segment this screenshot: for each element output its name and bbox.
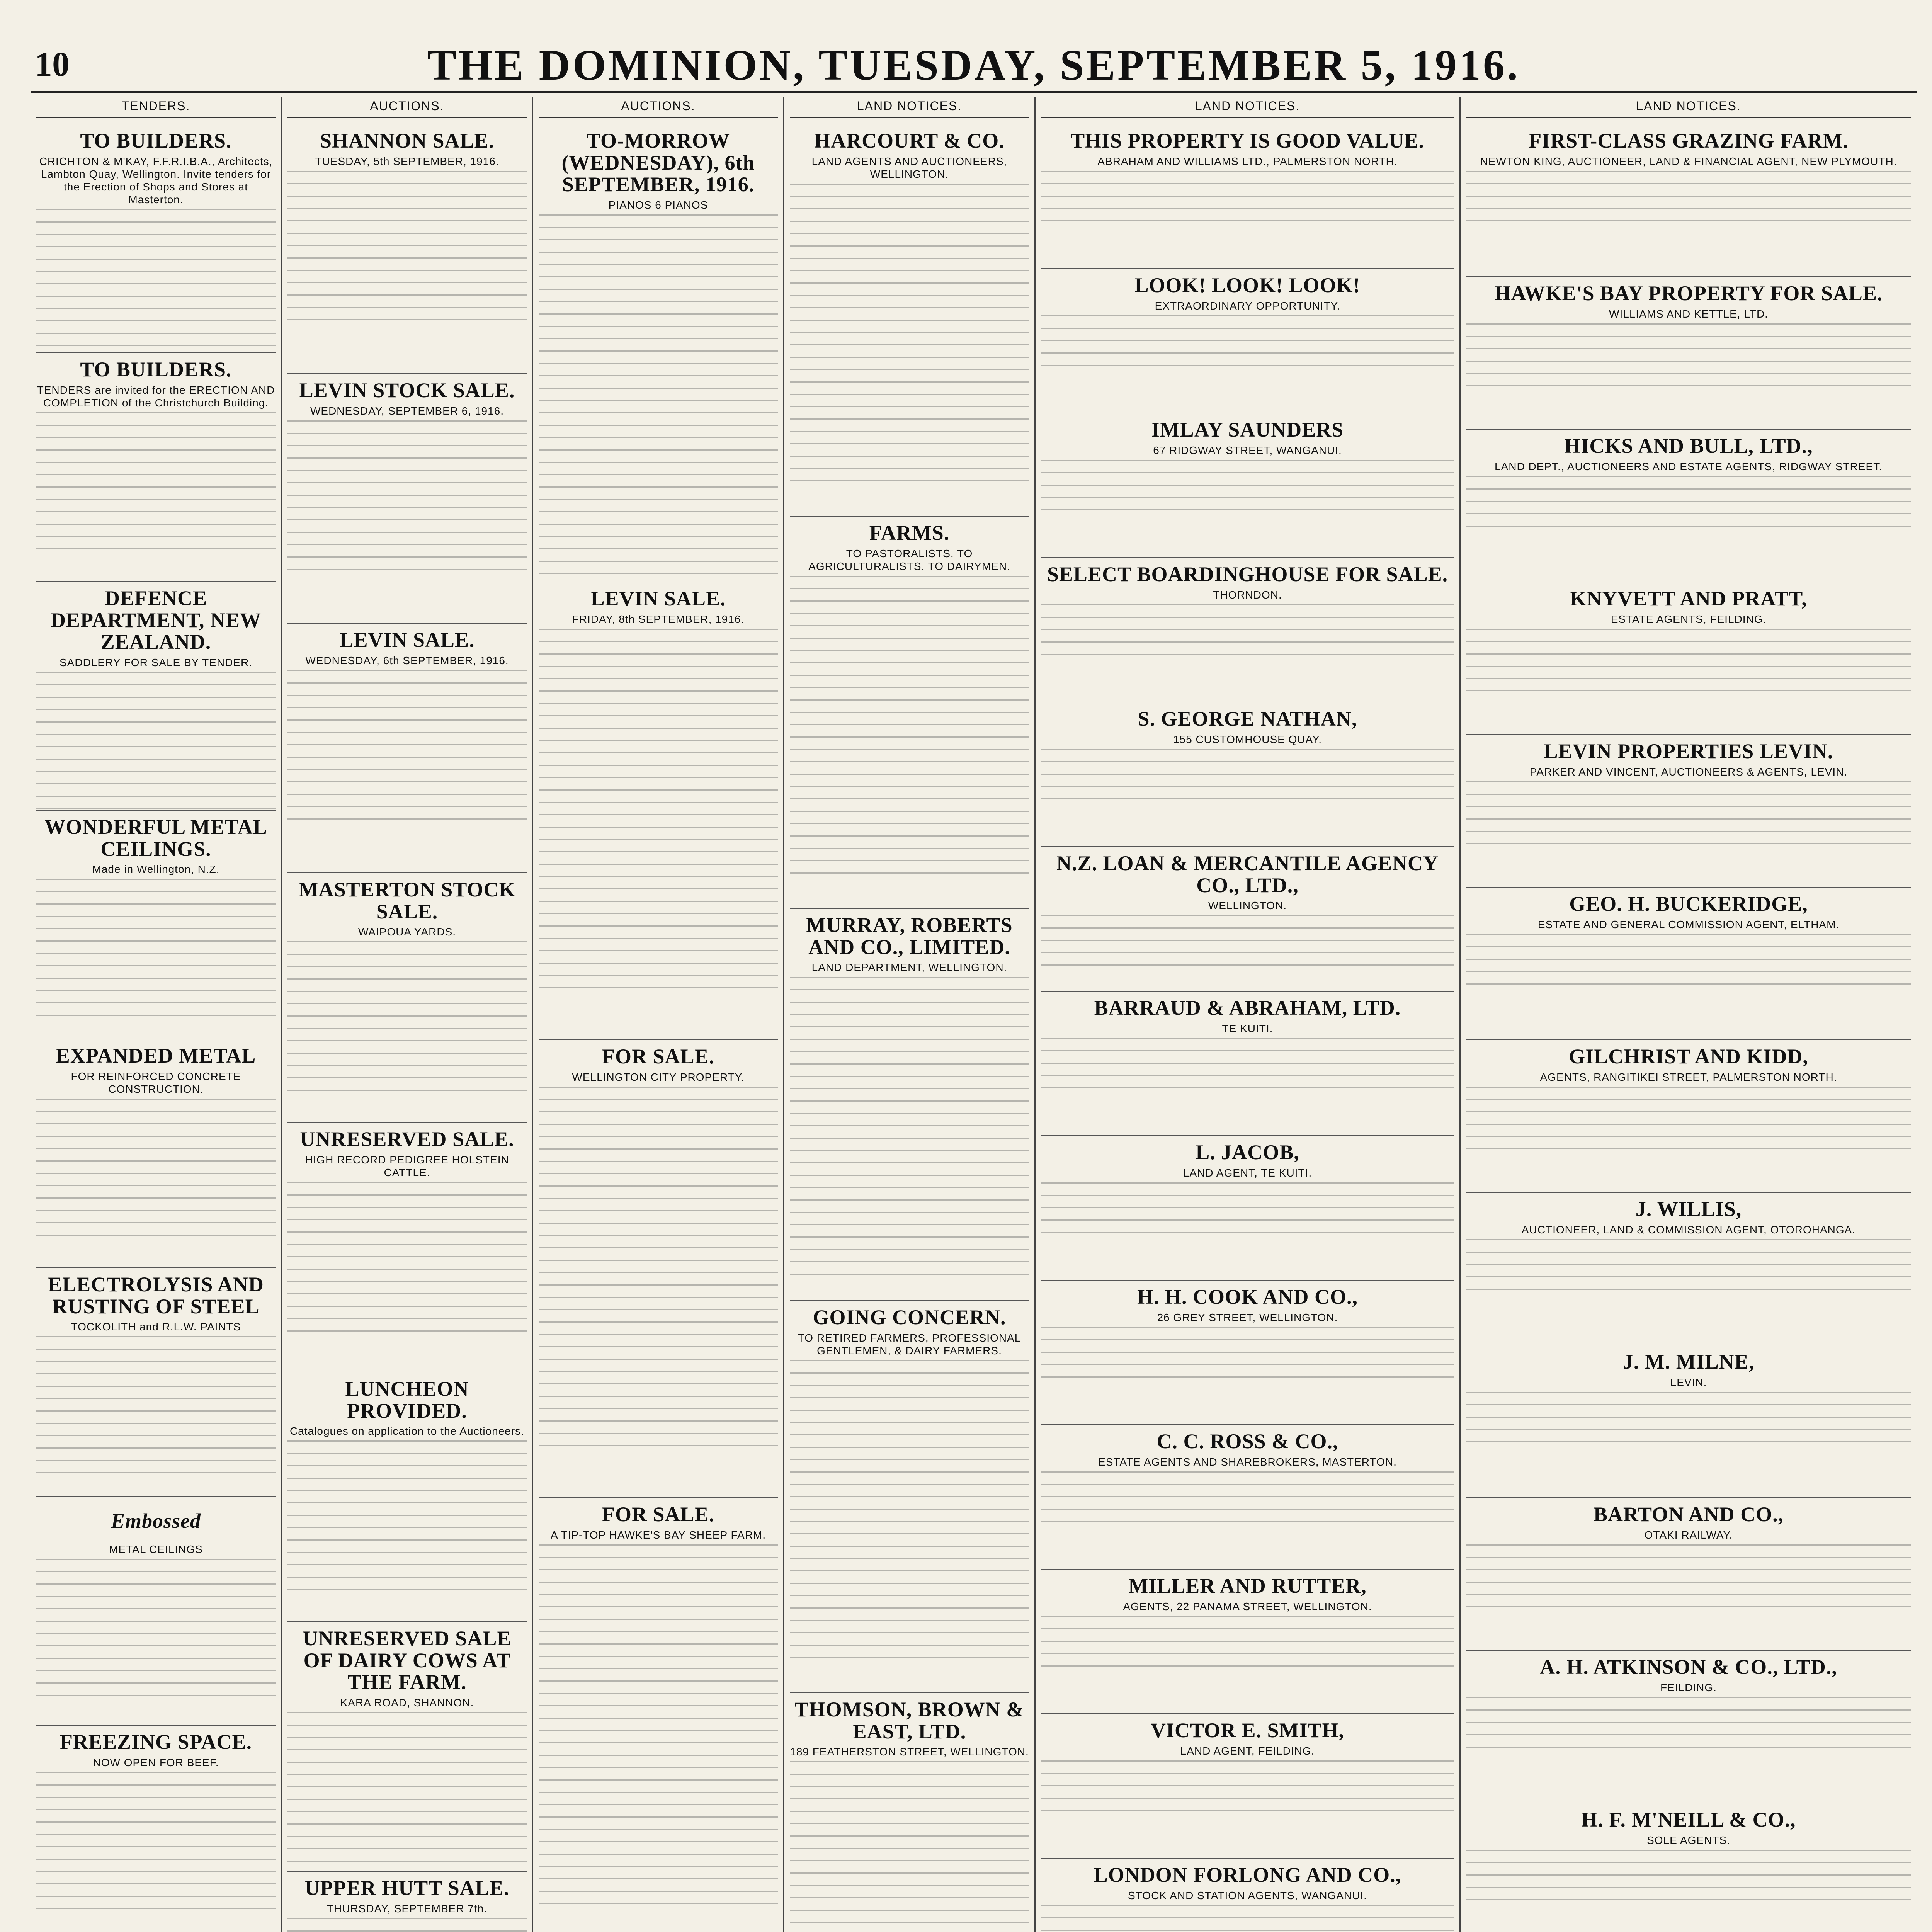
ad-body: LAND AGENTS AND AUCTIONEERS, WELLINGTON. xyxy=(811,155,1007,180)
page-number: 10 xyxy=(35,45,70,83)
ad-body-text-lines xyxy=(790,1360,1029,1662)
advertisement xyxy=(1041,847,1454,992)
advertisement xyxy=(1466,1345,1911,1498)
ad-headline: THIS PROPERTY IS GOOD VALUE. xyxy=(1071,129,1424,152)
ad-headline: MURRAY, ROBERTS AND CO., LIMITED. xyxy=(806,913,1013,959)
advertisement xyxy=(36,1726,276,1932)
ad-headline: LEVIN PROPERTIES LEVIN. xyxy=(1544,740,1833,763)
ad-body: SADDLERY FOR SALE BY TENDER. xyxy=(60,656,252,669)
ad-body-text-lines xyxy=(1041,1038,1454,1092)
ad-body-text-lines xyxy=(287,171,527,330)
ad-body-text-lines xyxy=(36,1772,276,1910)
ad-headline: BARTON AND CO., xyxy=(1593,1503,1784,1526)
ad-body: THORNDON. xyxy=(1213,588,1282,601)
ad-body-text-lines xyxy=(1466,476,1911,538)
ad-headline: J. M. MILNE, xyxy=(1622,1350,1755,1373)
advertisement xyxy=(1041,124,1454,269)
advertisement xyxy=(287,124,527,374)
ad-headline: SHANNON SALE. xyxy=(320,129,495,152)
ad-body: LAND AGENT, TE KUITI. xyxy=(1183,1167,1312,1179)
ad-body: ABRAHAM AND WILLIAMS LTD., PALMERSTON NORTH. xyxy=(1097,155,1398,167)
advertisement xyxy=(287,1372,527,1622)
ad-body-text-lines xyxy=(539,1544,778,1912)
ad-headline: H. F. M'NEILL & CO., xyxy=(1581,1808,1796,1831)
ad-body: CRICHTON & M'KAY, F.F.R.I.B.A., Architects, Lambton Quay, Wellington. Invite tenders for the Erection of Shops and Stores at Masterton. xyxy=(39,155,273,206)
ad-body: LAND AGENT, FEILDING. xyxy=(1180,1745,1315,1757)
advertisement xyxy=(1466,582,1911,735)
ad-headline: LUNCHEON PROVIDED. xyxy=(345,1377,469,1422)
ad-body: PIANOS 6 PIANOS xyxy=(608,199,708,211)
advertisement xyxy=(539,582,778,1040)
ad-body-text-lines xyxy=(1041,749,1454,803)
advertisement xyxy=(1041,1281,1454,1425)
advertisement xyxy=(1041,992,1454,1136)
ad-headline: BARRAUD & ABRAHAM, LTD. xyxy=(1094,996,1401,1019)
column-heading: LAND NOTICES. xyxy=(1041,97,1454,118)
ad-body-text-lines xyxy=(1466,781,1911,844)
advertisement xyxy=(287,1123,527,1372)
ad-body: ESTATE AGENTS, FEILDING. xyxy=(1611,613,1767,625)
advertisement xyxy=(1466,1498,1911,1651)
advertisement xyxy=(1466,1651,1911,1803)
advertisement xyxy=(1041,269,1454,413)
ad-body-text-lines xyxy=(36,1559,276,1697)
ad-headline: IMLAY SAUNDERS xyxy=(1151,418,1344,441)
ad-body: ESTATE AGENTS AND SHAREBROKERS, MASTERTON. xyxy=(1098,1456,1397,1468)
ad-headline: S. GEORGE NATHAN, xyxy=(1138,707,1357,730)
column-auctions-2 xyxy=(533,97,784,1932)
ad-body-text-lines xyxy=(539,214,778,582)
ad-body-text-lines xyxy=(36,672,276,810)
ad-body: LAND DEPT., AUCTIONEERS AND ESTATE AGENTS, RIDGWAY STREET. xyxy=(1495,460,1883,473)
column-auctions-1 xyxy=(282,97,533,1932)
ad-headline: EXPANDED METAL xyxy=(56,1044,256,1067)
advertisement xyxy=(1466,124,1911,277)
ad-body-text-lines xyxy=(1041,915,1454,969)
advertisement xyxy=(1041,1425,1454,1570)
ad-headline: Embossed xyxy=(111,1509,201,1532)
ad-body: AGENTS, RANGITIKEI STREET, PALMERSTON NORTH. xyxy=(1540,1071,1837,1083)
advertisement xyxy=(1466,888,1911,1040)
advertisement xyxy=(1466,1803,1911,1932)
ad-body: KARA ROAD, SHANNON. xyxy=(340,1697,474,1709)
ad-body-text-lines xyxy=(1466,629,1911,691)
ad-body-text-lines xyxy=(1466,1544,1911,1607)
advertisement xyxy=(1041,1859,1454,1932)
ad-body-text-lines xyxy=(1041,1616,1454,1670)
ad-headline: FARMS. xyxy=(869,521,950,544)
ad-body: WAIPOUA YARDS. xyxy=(358,926,456,938)
advertisement xyxy=(36,1497,276,1726)
ad-headline: TO BUILDERS. xyxy=(80,358,232,381)
advertisement xyxy=(36,1268,276,1497)
ad-headline: KNYVETT AND PRATT, xyxy=(1570,587,1807,610)
ad-body: NOW OPEN FOR BEEF. xyxy=(93,1756,219,1769)
ad-body-text-lines xyxy=(36,879,276,1017)
ad-body: TOCKOLITH and R.L.W. PAINTS xyxy=(71,1321,241,1333)
ad-body: 67 RIDGWAY STREET, WANGANUI. xyxy=(1153,444,1342,456)
ad-headline: GEO. H. BUCKERIDGE, xyxy=(1569,892,1808,915)
advertisement xyxy=(287,1872,527,1932)
ad-body-text-lines xyxy=(1041,1760,1454,1815)
ad-body-text-lines xyxy=(1041,171,1454,225)
ad-headline: HICKS AND BULL, LTD., xyxy=(1564,434,1813,457)
ad-body-text-lines xyxy=(1041,1327,1454,1381)
ad-body-text-lines xyxy=(36,412,276,551)
column-heading: AUCTIONS. xyxy=(287,97,527,118)
ad-body-text-lines xyxy=(287,1440,527,1600)
ad-body-text-lines xyxy=(287,420,527,580)
ad-body: WEDNESDAY, SEPTEMBER 6, 1916. xyxy=(310,405,504,417)
ad-headline: HAWKE'S BAY PROPERTY FOR SALE. xyxy=(1494,282,1883,305)
ad-body-text-lines xyxy=(1041,604,1454,658)
advertisement xyxy=(1041,1136,1454,1281)
ad-headline: FOR SALE. xyxy=(602,1045,715,1068)
ad-body: WEDNESDAY, 6th SEPTEMBER, 1916. xyxy=(305,654,509,667)
advertisement xyxy=(1041,702,1454,847)
advertisement xyxy=(790,1301,1029,1693)
ad-headline: ELECTROLYSIS AND RUSTING OF STEEL xyxy=(48,1273,264,1318)
column-heading: LAND NOTICES. xyxy=(790,97,1029,118)
advertisement xyxy=(1466,277,1911,430)
advertisement xyxy=(36,582,276,811)
ad-headline: WONDERFUL METAL CEILINGS. xyxy=(44,815,267,861)
advertisement xyxy=(36,124,276,353)
ad-body: AUCTIONEER, LAND & COMMISSION AGENT, OTOROHANGA. xyxy=(1521,1223,1856,1236)
advertisement xyxy=(1466,735,1911,888)
advertisement xyxy=(1041,1570,1454,1714)
advertisement xyxy=(790,1693,1029,1932)
column-tenders xyxy=(31,97,282,1932)
ad-headline: MASTERTON STOCK SALE. xyxy=(298,878,516,923)
ad-body-text-lines xyxy=(539,629,778,996)
ad-body-text-lines xyxy=(36,1336,276,1475)
ad-headline: MILLER AND RUTTER, xyxy=(1128,1574,1367,1597)
ad-body-text-lines xyxy=(1466,171,1911,233)
advertisement xyxy=(36,811,276,1039)
advertisement xyxy=(1041,413,1454,558)
ad-body: LAND DEPARTMENT, WELLINGTON. xyxy=(811,961,1007,974)
ad-headline: C. C. ROSS & CO., xyxy=(1156,1430,1338,1453)
ad-body-text-lines xyxy=(1466,1850,1911,1912)
ad-body: WELLINGTON. xyxy=(1208,900,1287,912)
ad-body-text-lines xyxy=(1041,1905,1454,1932)
ad-body: TENDERS are invited for the ERECTION AND COMPLETION of the Christchurch Building. xyxy=(37,384,275,409)
ad-body: WELLINGTON CITY PROPERTY. xyxy=(572,1071,745,1083)
ad-headline: SELECT BOARDINGHOUSE FOR SALE. xyxy=(1047,563,1448,586)
advertisement xyxy=(287,873,527,1123)
ad-body-text-lines xyxy=(287,941,527,1100)
ad-headline: DEFENCE DEPARTMENT, NEW ZEALAND. xyxy=(50,587,262,654)
column-land-notices-2 xyxy=(1036,97,1461,1932)
ad-body: TUESDAY, 5th SEPTEMBER, 1916. xyxy=(315,155,499,167)
masthead xyxy=(31,37,1917,93)
ad-body: STOCK AND STATION AGENTS, WANGANUI. xyxy=(1128,1889,1367,1901)
ad-body: WILLIAMS AND KETTLE, LTD. xyxy=(1609,308,1768,320)
advertisement xyxy=(539,124,778,582)
ad-headline: J. WILLIS, xyxy=(1635,1197,1742,1221)
ad-body: FEILDING. xyxy=(1660,1681,1717,1694)
ad-body-text-lines xyxy=(287,1918,527,1932)
ad-headline: LEVIN SALE. xyxy=(590,587,726,610)
ad-headline: VICTOR E. SMITH, xyxy=(1150,1719,1345,1742)
advertisement xyxy=(287,1622,527,1872)
ad-body-text-lines xyxy=(1041,1182,1454,1236)
newspaper-title: THE DOMINION, TUESDAY, SEPTEMBER 5, 1916. xyxy=(427,41,1520,89)
ad-body-text-lines xyxy=(539,1087,778,1454)
ad-headline: UNRESERVED SALE OF DAIRY COWS AT THE FARM. xyxy=(303,1627,512,1694)
ad-headline: TO-MORROW (WEDNESDAY), 6th SEPTEMBER, 1916. xyxy=(561,129,755,196)
ad-body: Catalogues on application to the Auctioneers. xyxy=(290,1425,524,1437)
column-heading: TENDERS. xyxy=(36,97,276,118)
ad-body-text-lines xyxy=(1041,315,1454,369)
ad-body-text-lines xyxy=(1041,1471,1454,1526)
ad-headline: LONDON FORLONG AND CO., xyxy=(1094,1863,1401,1886)
ad-body: LEVIN. xyxy=(1670,1376,1707,1388)
ad-body: FRIDAY, 8th SEPTEMBER, 1916. xyxy=(572,613,745,625)
ad-headline: UPPER HUTT SALE. xyxy=(304,1876,510,1900)
ad-headline: L. JACOB, xyxy=(1196,1141,1299,1164)
columns-container xyxy=(31,97,1917,1932)
ad-body-text-lines xyxy=(1466,1697,1911,1759)
ad-body: 155 CUSTOMHOUSE QUAY. xyxy=(1173,733,1322,745)
ad-body-text-lines xyxy=(790,1761,1029,1932)
ad-body: TO PASTORALISTS. TO AGRICULTURALISTS. TO DAIRYMEN. xyxy=(808,547,1010,572)
advertisement xyxy=(1466,1040,1911,1193)
ad-body-text-lines xyxy=(36,1099,276,1237)
advertisement xyxy=(1466,1193,1911,1345)
ad-body: TE KUITI. xyxy=(1222,1022,1273,1034)
ad-body: EXTRAORDINARY OPPORTUNITY. xyxy=(1155,299,1340,312)
ad-headline: FOR SALE. xyxy=(602,1503,715,1526)
ad-body: TO RETIRED FARMERS, PROFESSIONAL GENTLEMEN, & DAIRY FARMERS. xyxy=(798,1332,1021,1357)
ad-headline: LEVIN STOCK SALE. xyxy=(299,379,515,402)
ad-body: METAL CEILINGS xyxy=(109,1543,203,1555)
advertisement xyxy=(790,517,1029,909)
ad-body: A TIP-TOP HAWKE'S BAY SHEEP FARM. xyxy=(550,1529,766,1541)
ad-headline: FREEZING SPACE. xyxy=(60,1730,252,1753)
column-land-notices-1 xyxy=(784,97,1036,1932)
ad-body-text-lines xyxy=(1041,460,1454,514)
ad-body: AGENTS, 22 PANAMA STREET, WELLINGTON. xyxy=(1123,1600,1372,1612)
ad-headline: H. H. COOK AND CO., xyxy=(1137,1285,1358,1308)
ad-body-text-lines xyxy=(287,670,527,829)
ad-headline: THOMSON, BROWN & EAST, LTD. xyxy=(794,1698,1024,1743)
ad-body: 189 FEATHERSTON STREET, WELLINGTON. xyxy=(790,1746,1029,1758)
ad-headline: N.Z. LOAN & MERCANTILE AGENCY CO., LTD., xyxy=(1056,852,1439,897)
ad-body-text-lines xyxy=(1466,1392,1911,1454)
ad-body-text-lines xyxy=(1466,323,1911,386)
ad-headline: HARCOURT & CO. xyxy=(814,129,1005,152)
ad-body: THURSDAY, SEPTEMBER 7th. xyxy=(327,1902,488,1915)
ad-body-text-lines xyxy=(287,1182,527,1341)
ad-headline: LEVIN SALE. xyxy=(339,628,475,651)
ad-headline: GOING CONCERN. xyxy=(813,1306,1006,1329)
ad-body: HIGH RECORD PEDIGREE HOLSTEIN CATTLE. xyxy=(305,1153,509,1179)
ad-body: Made in Wellington, N.Z. xyxy=(92,863,220,876)
ad-headline: GILCHRIST AND KIDD, xyxy=(1569,1045,1808,1068)
ad-body: SOLE AGENTS. xyxy=(1647,1834,1730,1846)
advertisement xyxy=(1466,430,1911,582)
ad-body: NEWTON KING, AUCTIONEER, LAND & FINANCIAL AGENT, NEW PLYMOUTH. xyxy=(1480,155,1897,167)
ad-body-text-lines xyxy=(1466,1239,1911,1301)
ad-body-text-lines xyxy=(1466,1087,1911,1149)
advertisement xyxy=(1041,1714,1454,1859)
advertisement xyxy=(36,353,276,582)
ad-body-text-lines xyxy=(790,977,1029,1279)
ad-headline: UNRESERVED SALE. xyxy=(300,1128,514,1151)
ad-body: ESTATE AND GENERAL COMMISSION AGENT, ELTHAM. xyxy=(1537,918,1840,930)
advertisement xyxy=(287,374,527,624)
ad-headline: LOOK! LOOK! LOOK! xyxy=(1134,274,1361,297)
ad-headline: TO BUILDERS. xyxy=(80,129,232,152)
ad-body-text-lines xyxy=(1466,934,1911,996)
ad-body-text-lines xyxy=(36,209,276,347)
ad-body-text-lines xyxy=(287,1712,527,1871)
advertisement xyxy=(1041,558,1454,702)
advertisement xyxy=(539,1498,778,1932)
ad-body-text-lines xyxy=(790,184,1029,485)
advertisement xyxy=(287,624,527,873)
ad-headline: FIRST-CLASS GRAZING FARM. xyxy=(1529,129,1849,152)
ad-headline: A. H. ATKINSON & CO., LTD., xyxy=(1540,1655,1837,1679)
advertisement xyxy=(790,124,1029,517)
advertisement xyxy=(36,1039,276,1268)
ad-body: 26 GREY STREET, WELLINGTON. xyxy=(1157,1311,1338,1323)
advertisement xyxy=(790,909,1029,1301)
ad-body: OTAKI RAILWAY. xyxy=(1644,1529,1733,1541)
ad-body-text-lines xyxy=(790,576,1029,878)
column-heading: LAND NOTICES. xyxy=(1466,97,1911,118)
column-land-notices-3 xyxy=(1461,97,1917,1932)
ad-body: FOR REINFORCED CONCRETE CONSTRUCTION. xyxy=(71,1070,241,1095)
advertisement xyxy=(539,1040,778,1498)
column-heading: AUCTIONS. xyxy=(539,97,778,118)
ad-body: PARKER AND VINCENT, AUCTIONEERS & AGENTS, LEVIN. xyxy=(1529,765,1848,778)
